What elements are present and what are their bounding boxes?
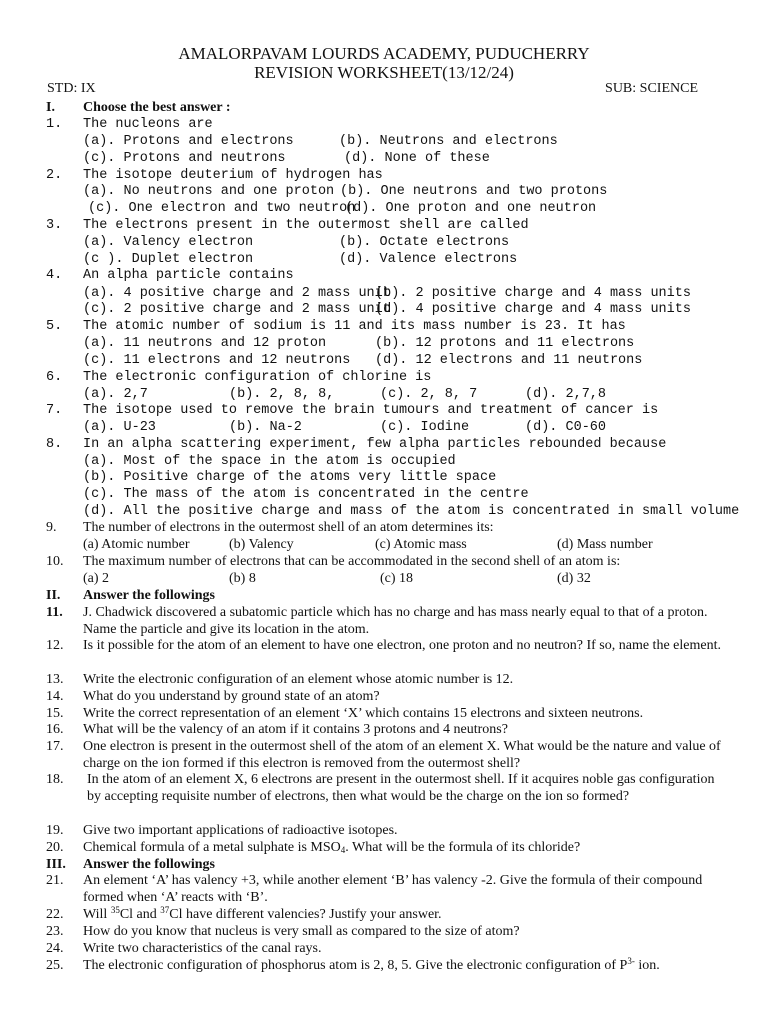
question-number: 10. <box>46 554 64 569</box>
question-text: The number of electrons in the outermost shell of an atom determines its: <box>83 520 494 535</box>
question-number: 2. <box>46 168 63 183</box>
option-b: (b) Valency <box>229 537 294 552</box>
option-b: (b). One neutrons and two protons <box>340 184 608 199</box>
question-text: The nucleons are <box>83 117 213 132</box>
question-number: 22. <box>46 907 64 922</box>
question-text: An element ‘A’ has valency +3, while another element ‘B’ has valency -2. Give the formula of their compound formed when ‘A’ reacts with ‘B’. <box>83 873 703 905</box>
section-2-number: II. <box>46 588 61 603</box>
option-a: (a). Most of the space in the atom is occupied <box>83 454 456 469</box>
option-d: (d). 2,7,8 <box>525 387 607 402</box>
question-text: Chemical formula of a metal sulphate is $MSO_4$. What will be the formula of its chloride? <box>83 840 581 855</box>
question-text: An alpha particle contains <box>83 268 294 283</box>
section-3-number: III. <box>46 857 66 872</box>
option-a: (a). 2,7 <box>83 387 148 402</box>
option-b: (b). 12 protons and 11 electrons <box>375 336 635 351</box>
question-number: 6. <box>46 370 63 385</box>
option-c: (c) Atomic mass <box>375 537 467 552</box>
question-number: 16. <box>46 722 64 737</box>
question-text: The isotope used to remove the brain tumours and treatment of cancer is <box>83 403 659 418</box>
option-c: (c). 2, 8, 7 <box>380 387 478 402</box>
question-text: In the atom of an element X, 6 electrons are present in the outermost shell. If it acquires noble gas configuration by accepting requisite number of electrons, then what would be the charge on the ion so formed? <box>87 772 715 804</box>
option-d: (d). Valence electrons <box>339 252 518 267</box>
option-b: (b). Positive charge of the atoms very little space <box>83 470 497 485</box>
question-text: What will be the valency of an atom if it contains 3 protons and 4 neutrons? <box>83 722 508 737</box>
question-text: Will $^{35}$Cl and $^{37}$Cl have different valencies? Justify your answer. <box>83 905 442 922</box>
question-number: 18. <box>46 772 64 787</box>
subject-label: SUB: SCIENCE <box>605 81 698 96</box>
section-3-title: Answer the followings <box>83 857 215 872</box>
question-number: 23. <box>46 924 64 939</box>
option-b: (b). 2 positive charge and 4 mass units <box>375 286 691 301</box>
question-text: The maximum number of electrons that can be accommodated in the second shell of an atom is: <box>83 554 621 569</box>
question-text: The electronic configuration of phosphorus atom is 2, 8, 5. Give the electronic configuration of $P^{3-}$ ion. <box>83 956 660 973</box>
question-text: Give two important applications of radioactive isotopes. <box>83 823 398 838</box>
question-number: 7. <box>46 403 63 418</box>
option-c: (c) 18 <box>380 571 414 586</box>
option-c: (c). One electron and two neutron <box>88 201 356 216</box>
option-b: (b). 2, 8, 8, <box>229 387 335 402</box>
option-c: (c). 11 electrons and 12 neutrons <box>83 353 351 368</box>
option-a: (a) Atomic number <box>83 537 190 552</box>
question-number: 15. <box>46 706 64 721</box>
option-a: (a). Protons and electrons <box>83 134 294 149</box>
option-a: (a). 4 positive charge and 2 mass unit <box>83 286 391 301</box>
question-number: 4. <box>46 268 63 283</box>
question-text: The isotope deuterium of hydrogen has <box>83 168 383 183</box>
question-number: 24. <box>46 941 64 956</box>
option-c: (c). The mass of the atom is concentrated in the centre <box>83 487 529 502</box>
option-a: (a). U-23 <box>83 420 156 435</box>
question-number: 11. <box>46 605 63 620</box>
option-b: (b). Na-2 <box>229 420 302 435</box>
question-text: Write two characteristics of the canal rays. <box>83 941 322 956</box>
question-number: 25. <box>46 958 64 973</box>
question-number: 1. <box>46 117 63 132</box>
worksheet-title: REVISION WORKSHEET(13/12/24) <box>254 63 514 82</box>
option-d: (d). 4 positive charge and 4 mass units <box>375 302 691 317</box>
question-number: 5. <box>46 319 63 334</box>
question-text: In an alpha scattering experiment, few alpha particles rebounded because <box>83 437 667 452</box>
question-number: 21. <box>46 873 64 888</box>
section-1-title: Choose the best answer : <box>83 100 231 115</box>
question-number: 20. <box>46 840 64 855</box>
question-number: 14. <box>46 689 64 704</box>
option-a: (a). No neutrons and one proton <box>83 184 335 199</box>
option-d: (d) Mass number <box>557 537 653 552</box>
standard-label: STD: IX <box>47 81 96 96</box>
option-b: (b). Octate electrons <box>339 235 510 250</box>
question-text: One electron is present in the outermost shell of the atom of an element X. What would be the nature and value of charge on the ion formed if this electron is removed from the outermost shell? <box>83 739 721 771</box>
option-b: (b) 8 <box>229 571 256 586</box>
school-name: AMALORPAVAM LOURDS ACADEMY, PUDUCHERRY <box>178 44 590 63</box>
option-a: (a). Valency electron <box>83 235 254 250</box>
question-text: The atomic number of sodium is 11 and its mass number is 23. It has <box>83 319 626 334</box>
option-b: (b). Neutrons and electrons <box>339 134 558 149</box>
question-number: 19. <box>46 823 64 838</box>
section-1-number: I. <box>46 100 55 115</box>
question-number: 8. <box>46 437 63 452</box>
section-2-title: Answer the followings <box>83 588 215 603</box>
option-d: (d). One proton and one neutron <box>345 201 597 216</box>
question-text: J. Chadwick discovered a subatomic particle which has no charge and has mass nearly equal to that of a proton. Name the particle and give its location in the atom. <box>83 605 708 637</box>
option-a: (a). 11 neutrons and 12 proton <box>83 336 327 351</box>
question-text: How do you know that nucleus is very small as compared to the size of atom? <box>83 924 520 939</box>
option-c: (c). Protons and neutrons <box>83 151 286 166</box>
option-c: (c). 2 positive charge and 2 mass unit <box>83 302 391 317</box>
option-c: (c ). Duplet electron <box>83 252 254 267</box>
question-text: Write the correct representation of an element ‘X’ which contains 15 electrons and sixteen neutrons. <box>83 706 644 721</box>
option-d: (d). C0-60 <box>525 420 607 435</box>
question-text: The electrons present in the outermost shell are called <box>83 218 529 233</box>
option-a: (a) 2 <box>83 571 110 586</box>
question-number: 9. <box>46 520 57 535</box>
question-text: Is it possible for the atom of an element to have one electron, one proton and no neutron? If so, name the element. <box>83 638 721 653</box>
option-d: (d) 32 <box>557 571 591 586</box>
question-number: 13. <box>46 672 64 687</box>
option-d: (d). None of these <box>344 151 490 166</box>
question-text: The electronic configuration of chlorine is <box>83 370 432 385</box>
question-text: Write the electronic configuration of an element whose atomic number is 12. <box>83 672 514 687</box>
option-c: (c). Iodine <box>380 420 470 435</box>
question-number: 3. <box>46 218 63 233</box>
question-number: 17. <box>46 739 64 754</box>
question-text: What do you understand by ground state of an atom? <box>83 689 380 704</box>
option-d: (d). All the positive charge and mass of the atom is concentrated in small volume <box>83 504 740 519</box>
option-d: (d). 12 electrons and 11 neutrons <box>375 353 643 368</box>
question-number: 12. <box>46 638 64 653</box>
